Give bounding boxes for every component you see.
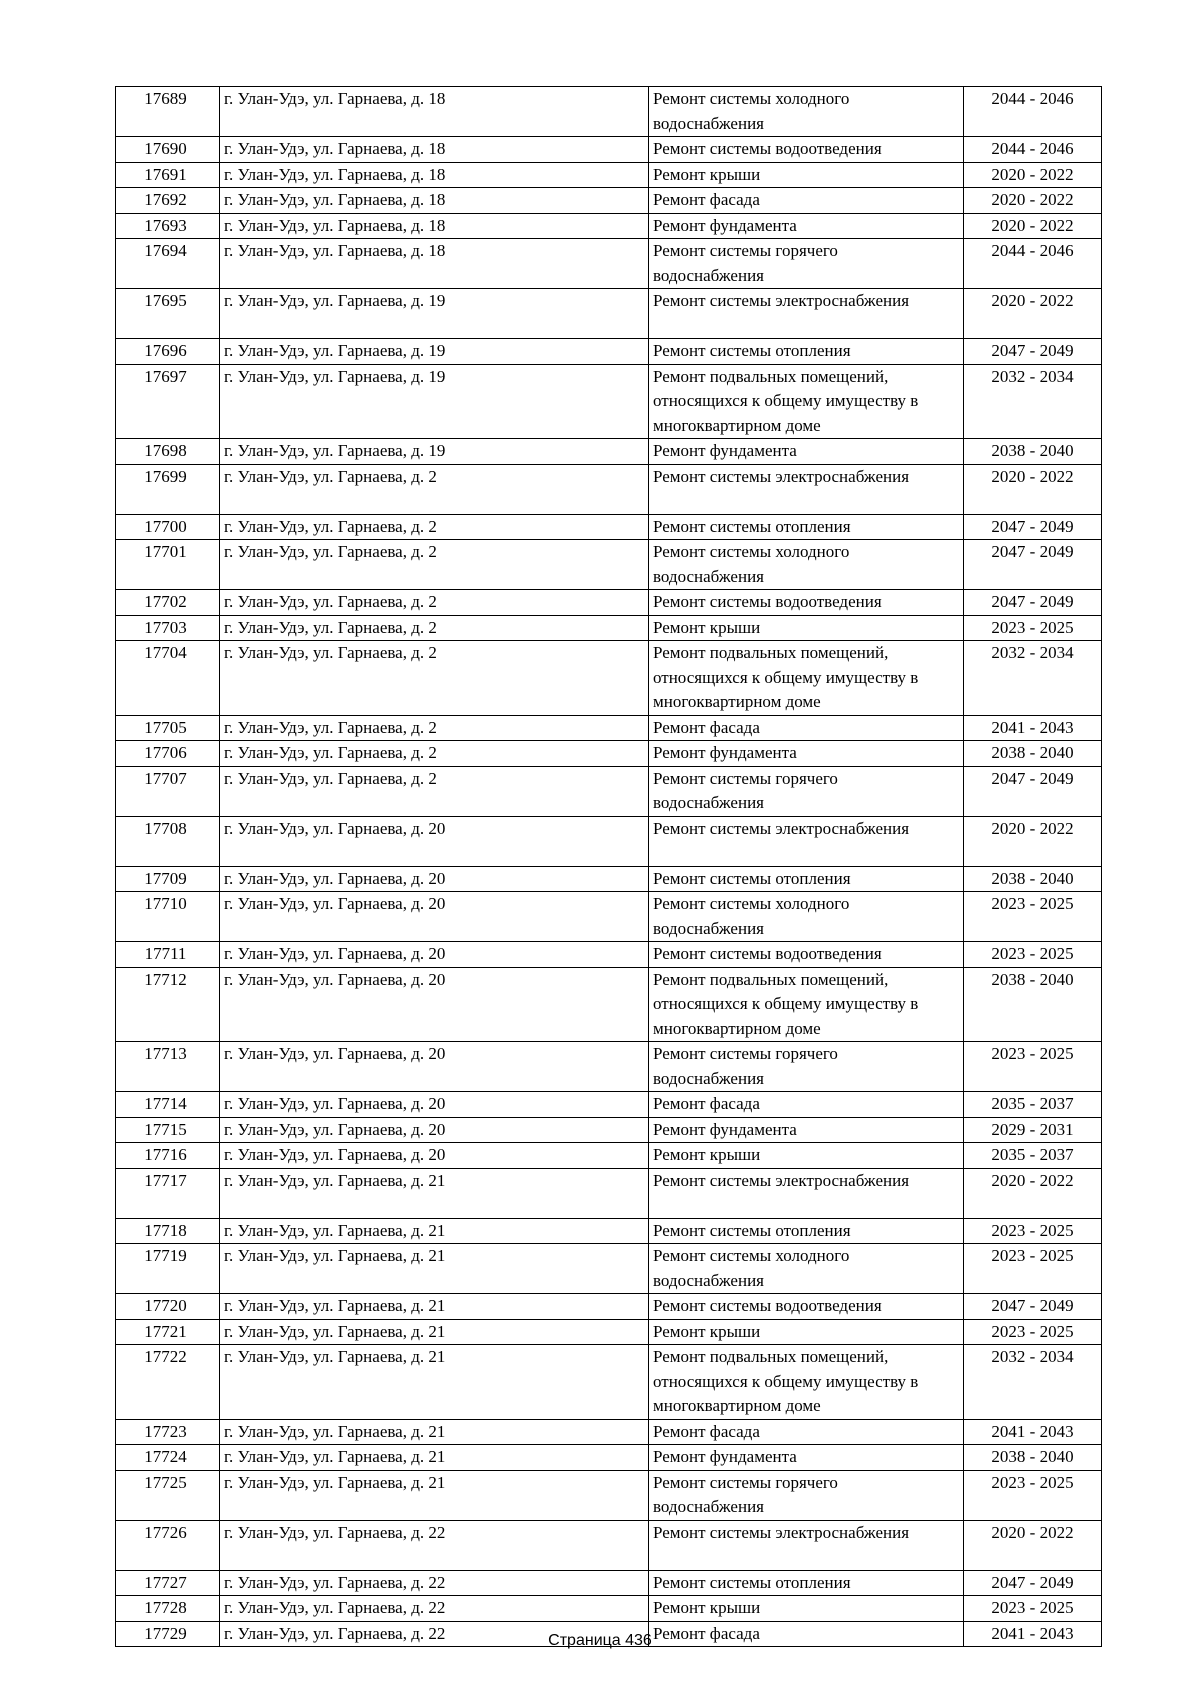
work-type-cell bbox=[649, 339, 964, 365]
address-cell: г. Улан-Удэ, ул. Гарнаева, д. 22 bbox=[220, 1596, 649, 1622]
period-cell: 2020 - 2022 bbox=[964, 1520, 1102, 1570]
period-cell: 2047 - 2049 bbox=[964, 540, 1102, 590]
address-cell: г. Улан-Удэ, ул. Гарнаева, д. 2 bbox=[220, 464, 649, 514]
address-cell: г. Улан-Удэ, ул. Гарнаева, д. 18 bbox=[220, 87, 649, 137]
period-cell: 2041 - 2043 bbox=[964, 1621, 1102, 1647]
period-cell: 2032 - 2034 bbox=[964, 364, 1102, 439]
address-cell: г. Улан-Удэ, ул. Гарнаева, д. 21 bbox=[220, 1319, 649, 1345]
work-type-line: относящихся к общему имуществу в bbox=[653, 1371, 919, 1391]
work-type-cell bbox=[649, 1596, 964, 1622]
work-type-line: Ремонт крыши bbox=[653, 1321, 761, 1341]
table-row bbox=[116, 1092, 1102, 1118]
table-row bbox=[116, 137, 1102, 163]
row-number-cell: 17702 bbox=[116, 590, 220, 616]
period-cell: 2023 - 2025 bbox=[964, 1470, 1102, 1520]
table-row bbox=[116, 641, 1102, 716]
row-number-cell: 17723 bbox=[116, 1419, 220, 1445]
table-row bbox=[116, 715, 1102, 741]
repair-schedule-table bbox=[115, 86, 1102, 1647]
work-type-line: Ремонт системы горячего bbox=[653, 1044, 838, 1063]
work-type-cell bbox=[649, 213, 964, 239]
address-cell: г. Улан-Удэ, ул. Гарнаева, д. 2 bbox=[220, 641, 649, 716]
work-type-line: Ремонт системы электроснабжения bbox=[653, 291, 910, 310]
row-number-cell: 17697 bbox=[116, 364, 220, 439]
table-row bbox=[116, 289, 1102, 339]
table-row bbox=[116, 816, 1102, 866]
period-cell: 2044 - 2046 bbox=[964, 239, 1102, 289]
work-type-line: Ремонт системы холодного bbox=[653, 89, 850, 108]
row-number-cell: 17693 bbox=[116, 213, 220, 239]
period-cell: 2023 - 2025 bbox=[964, 1596, 1102, 1622]
period-cell: 2023 - 2025 bbox=[964, 942, 1102, 968]
work-type-line bbox=[653, 1545, 959, 1570]
period-cell: 2047 - 2049 bbox=[964, 1570, 1102, 1596]
table-row bbox=[116, 213, 1102, 239]
work-type-cell bbox=[649, 162, 964, 188]
work-type-line: Ремонт фасада bbox=[653, 190, 760, 209]
period-cell: 2047 - 2049 bbox=[964, 590, 1102, 616]
address-cell: г. Улан-Удэ, ул. Гарнаева, д. 21 bbox=[220, 1244, 649, 1294]
work-type-cell bbox=[649, 1143, 964, 1169]
table-row bbox=[116, 1445, 1102, 1471]
row-number-cell: 17706 bbox=[116, 741, 220, 767]
work-type-line: Ремонт фундамента bbox=[653, 1447, 797, 1466]
work-type-cell bbox=[649, 1168, 964, 1218]
work-type-line: Ремонт системы отопления bbox=[653, 1220, 851, 1240]
period-cell: 2023 - 2025 bbox=[964, 615, 1102, 641]
period-cell: 2038 - 2040 bbox=[964, 439, 1102, 465]
period-cell: 2032 - 2034 bbox=[964, 1345, 1102, 1420]
work-type-line: Ремонт фундамента bbox=[653, 743, 797, 762]
row-number-cell: 17692 bbox=[116, 188, 220, 214]
work-type-line: многоквартирном доме bbox=[653, 1018, 821, 1038]
work-type-line: водоснабжения bbox=[653, 1497, 764, 1516]
period-cell: 2023 - 2025 bbox=[964, 1218, 1102, 1244]
row-number-cell: 17724 bbox=[116, 1445, 220, 1471]
table-row bbox=[116, 364, 1102, 439]
address-cell: г. Улан-Удэ, ул. Гарнаева, д. 19 bbox=[220, 439, 649, 465]
period-cell: 2038 - 2040 bbox=[964, 866, 1102, 892]
table-row bbox=[116, 766, 1102, 816]
row-number-cell: 17726 bbox=[116, 1520, 220, 1570]
address-cell: г. Улан-Удэ, ул. Гарнаева, д. 19 bbox=[220, 339, 649, 365]
period-cell: 2023 - 2025 bbox=[964, 892, 1102, 942]
period-cell: 2041 - 2043 bbox=[964, 715, 1102, 741]
address-cell: г. Улан-Удэ, ул. Гарнаева, д. 22 bbox=[220, 1520, 649, 1570]
period-cell: 2035 - 2037 bbox=[964, 1143, 1102, 1169]
address-cell: г. Улан-Удэ, ул. Гарнаева, д. 18 bbox=[220, 213, 649, 239]
row-number-cell: 17729 bbox=[116, 1621, 220, 1647]
work-type-line: водоснабжения bbox=[653, 1068, 764, 1088]
work-type-cell bbox=[649, 641, 964, 716]
address-cell: г. Улан-Удэ, ул. Гарнаева, д. 2 bbox=[220, 715, 649, 741]
row-number-cell: 17709 bbox=[116, 866, 220, 892]
work-type-cell bbox=[649, 1419, 964, 1445]
table-row bbox=[116, 87, 1102, 137]
address-cell: г. Улан-Удэ, ул. Гарнаева, д. 19 bbox=[220, 289, 649, 339]
work-type-line bbox=[653, 314, 959, 339]
work-type-cell bbox=[649, 439, 964, 465]
row-number-cell: 17721 bbox=[116, 1319, 220, 1345]
work-type-cell bbox=[649, 1520, 964, 1570]
work-type-line: Ремонт фундамента bbox=[653, 215, 797, 235]
period-cell: 2023 - 2025 bbox=[964, 1319, 1102, 1345]
work-type-cell bbox=[649, 590, 964, 616]
work-type-line: Ремонт системы холодного bbox=[653, 1246, 850, 1265]
work-type-cell bbox=[649, 816, 964, 866]
address-cell: г. Улан-Удэ, ул. Гарнаева, д. 18 bbox=[220, 188, 649, 214]
work-type-line: Ремонт крыши bbox=[653, 1145, 761, 1164]
work-type-cell bbox=[649, 188, 964, 214]
table-row bbox=[116, 162, 1102, 188]
work-type-line: водоснабжения bbox=[653, 113, 764, 133]
table-row bbox=[116, 1520, 1102, 1570]
table-row bbox=[116, 892, 1102, 942]
row-number-cell: 17716 bbox=[116, 1143, 220, 1169]
work-type-line: Ремонт системы горячего bbox=[653, 1472, 838, 1492]
address-cell: г. Улан-Удэ, ул. Гарнаева, д. 21 bbox=[220, 1168, 649, 1218]
work-type-cell bbox=[649, 289, 964, 339]
work-type-cell bbox=[649, 967, 964, 1042]
work-type-cell bbox=[649, 1445, 964, 1471]
work-type-line: Ремонт системы горячего bbox=[653, 768, 838, 788]
address-cell: г. Улан-Удэ, ул. Гарнаева, д. 20 bbox=[220, 816, 649, 866]
table-row bbox=[116, 1294, 1102, 1320]
row-number-cell: 17715 bbox=[116, 1117, 220, 1143]
row-number-cell: 17712 bbox=[116, 967, 220, 1042]
work-type-line: Ремонт системы холодного bbox=[653, 894, 850, 913]
period-cell: 2047 - 2049 bbox=[964, 339, 1102, 365]
work-type-cell bbox=[649, 615, 964, 641]
work-type-line: Ремонт крыши bbox=[653, 164, 761, 184]
address-cell: г. Улан-Удэ, ул. Гарнаева, д. 20 bbox=[220, 1117, 649, 1143]
work-type-cell bbox=[649, 1042, 964, 1092]
work-type-line: Ремонт системы горячего bbox=[653, 241, 838, 260]
address-cell: г. Улан-Удэ, ул. Гарнаева, д. 21 bbox=[220, 1445, 649, 1471]
address-cell: г. Улан-Удэ, ул. Гарнаева, д. 20 bbox=[220, 942, 649, 968]
table-row bbox=[116, 615, 1102, 641]
period-cell: 2047 - 2049 bbox=[964, 1294, 1102, 1320]
work-type-line: Ремонт крыши bbox=[653, 1598, 761, 1617]
work-type-line: многоквартирном доме bbox=[653, 692, 821, 711]
work-type-cell bbox=[649, 1218, 964, 1244]
row-number-cell: 17695 bbox=[116, 289, 220, 339]
address-cell: г. Улан-Удэ, ул. Гарнаева, д. 20 bbox=[220, 866, 649, 892]
address-cell: г. Улан-Удэ, ул. Гарнаева, д. 22 bbox=[220, 1570, 649, 1596]
work-type-cell bbox=[649, 1570, 964, 1596]
work-type-cell bbox=[649, 540, 964, 590]
address-cell: г. Улан-Удэ, ул. Гарнаева, д. 2 bbox=[220, 766, 649, 816]
row-number-cell: 17711 bbox=[116, 942, 220, 968]
work-type-cell bbox=[649, 1092, 964, 1118]
period-cell: 2047 - 2049 bbox=[964, 766, 1102, 816]
period-cell: 2023 - 2025 bbox=[964, 1042, 1102, 1092]
row-number-cell: 17694 bbox=[116, 239, 220, 289]
work-type-cell bbox=[649, 715, 964, 741]
table-row bbox=[116, 1345, 1102, 1420]
table-row bbox=[116, 1419, 1102, 1445]
period-cell: 2020 - 2022 bbox=[964, 289, 1102, 339]
row-number-cell: 17727 bbox=[116, 1570, 220, 1596]
work-type-line: Ремонт системы электроснабжения bbox=[653, 1522, 910, 1542]
work-type-cell bbox=[649, 1294, 964, 1320]
period-cell: 2038 - 2040 bbox=[964, 1445, 1102, 1471]
address-cell: г. Улан-Удэ, ул. Гарнаева, д. 2 bbox=[220, 615, 649, 641]
work-type-line bbox=[653, 1193, 959, 1218]
row-number-cell: 17690 bbox=[116, 137, 220, 163]
row-number-cell: 17689 bbox=[116, 87, 220, 137]
period-cell: 2020 - 2022 bbox=[964, 188, 1102, 214]
table-row bbox=[116, 1244, 1102, 1294]
address-cell: г. Улан-Удэ, ул. Гарнаева, д. 21 bbox=[220, 1294, 649, 1320]
period-cell: 2038 - 2040 bbox=[964, 741, 1102, 767]
period-cell: 2035 - 2037 bbox=[964, 1092, 1102, 1118]
page-number: Страница 436 bbox=[548, 1632, 652, 1649]
work-type-line: Ремонт системы водоотведения bbox=[653, 944, 882, 963]
work-type-cell bbox=[649, 1470, 964, 1520]
row-number-cell: 17714 bbox=[116, 1092, 220, 1118]
work-type-line bbox=[653, 841, 959, 866]
work-type-line: Ремонт подвальных помещений, bbox=[653, 643, 889, 662]
address-cell: г. Улан-Удэ, ул. Гарнаева, д. 21 bbox=[220, 1419, 649, 1445]
address-cell: г. Улан-Удэ, ул. Гарнаева, д. 22 bbox=[220, 1621, 649, 1647]
table-row bbox=[116, 1470, 1102, 1520]
address-cell: г. Улан-Удэ, ул. Гарнаева, д. 20 bbox=[220, 1042, 649, 1092]
table-row bbox=[116, 1042, 1102, 1092]
row-number-cell: 17718 bbox=[116, 1218, 220, 1244]
row-number-cell: 17705 bbox=[116, 715, 220, 741]
period-cell: 2041 - 2043 bbox=[964, 1419, 1102, 1445]
work-type-line: Ремонт крыши bbox=[653, 617, 761, 637]
work-type-line: многоквартирном доме bbox=[653, 415, 821, 435]
work-type-line: относящихся к общему имуществу в bbox=[653, 391, 919, 410]
address-cell: г. Улан-Удэ, ул. Гарнаева, д. 2 bbox=[220, 540, 649, 590]
address-cell: г. Улан-Удэ, ул. Гарнаева, д. 18 bbox=[220, 162, 649, 188]
period-cell: 2020 - 2022 bbox=[964, 162, 1102, 188]
work-type-line: Ремонт системы отопления bbox=[653, 516, 851, 536]
work-type-cell bbox=[649, 942, 964, 968]
work-type-cell bbox=[649, 464, 964, 514]
row-number-cell: 17701 bbox=[116, 540, 220, 590]
work-type-cell bbox=[649, 239, 964, 289]
table-body bbox=[116, 87, 1102, 1647]
row-number-cell: 17700 bbox=[116, 514, 220, 540]
work-type-cell bbox=[649, 866, 964, 892]
work-type-cell bbox=[649, 1319, 964, 1345]
period-cell: 2020 - 2022 bbox=[964, 464, 1102, 514]
row-number-cell: 17699 bbox=[116, 464, 220, 514]
row-number-cell: 17696 bbox=[116, 339, 220, 365]
row-number-cell: 17725 bbox=[116, 1470, 220, 1520]
work-type-line: Ремонт системы отопления bbox=[653, 341, 851, 360]
table-row bbox=[116, 239, 1102, 289]
table-row bbox=[116, 1117, 1102, 1143]
address-cell: г. Улан-Удэ, ул. Гарнаева, д. 2 bbox=[220, 590, 649, 616]
work-type-cell bbox=[649, 364, 964, 439]
address-cell: г. Улан-Удэ, ул. Гарнаева, д. 21 bbox=[220, 1470, 649, 1520]
work-type-line bbox=[653, 489, 959, 514]
table-row bbox=[116, 1319, 1102, 1345]
table-row bbox=[116, 942, 1102, 968]
table-row bbox=[116, 1570, 1102, 1596]
work-type-line: Ремонт системы отопления bbox=[653, 868, 851, 888]
work-type-cell bbox=[649, 87, 964, 137]
period-cell: 2020 - 2022 bbox=[964, 1168, 1102, 1218]
row-number-cell: 17722 bbox=[116, 1345, 220, 1420]
work-type-line: Ремонт фундамента bbox=[653, 441, 797, 460]
work-type-line: Ремонт подвальных помещений, bbox=[653, 969, 889, 989]
row-number-cell: 17708 bbox=[116, 816, 220, 866]
address-cell: г. Улан-Удэ, ул. Гарнаева, д. 20 bbox=[220, 1143, 649, 1169]
period-cell: 2047 - 2049 bbox=[964, 514, 1102, 540]
table-row bbox=[116, 514, 1102, 540]
table-row bbox=[116, 741, 1102, 767]
period-cell: 2044 - 2046 bbox=[964, 87, 1102, 137]
work-type-line: Ремонт системы водоотведения bbox=[653, 139, 882, 158]
period-cell: 2020 - 2022 bbox=[964, 213, 1102, 239]
table-row bbox=[116, 464, 1102, 514]
work-type-cell bbox=[649, 741, 964, 767]
work-type-cell bbox=[649, 1345, 964, 1420]
row-number-cell: 17719 bbox=[116, 1244, 220, 1294]
table-row bbox=[116, 439, 1102, 465]
table-row bbox=[116, 540, 1102, 590]
period-cell: 2032 - 2034 bbox=[964, 641, 1102, 716]
period-cell: 2020 - 2022 bbox=[964, 816, 1102, 866]
work-type-line: Ремонт фасада bbox=[653, 1623, 760, 1643]
work-type-line: водоснабжения bbox=[653, 265, 764, 285]
row-number-cell: 17704 bbox=[116, 641, 220, 716]
address-cell: г. Улан-Удэ, ул. Гарнаева, д. 2 bbox=[220, 514, 649, 540]
work-type-line: многоквартирном доме bbox=[653, 1396, 821, 1415]
address-cell: г. Улан-Удэ, ул. Гарнаева, д. 21 bbox=[220, 1345, 649, 1420]
work-type-line: водоснабжения bbox=[653, 793, 764, 812]
address-cell: г. Улан-Удэ, ул. Гарнаева, д. 20 bbox=[220, 1092, 649, 1118]
address-cell: г. Улан-Удэ, ул. Гарнаева, д. 2 bbox=[220, 741, 649, 767]
table-row bbox=[116, 1168, 1102, 1218]
table-row bbox=[116, 590, 1102, 616]
row-number-cell: 17728 bbox=[116, 1596, 220, 1622]
row-number-cell: 17707 bbox=[116, 766, 220, 816]
work-type-line: Ремонт системы водоотведения bbox=[653, 592, 882, 611]
work-type-line: Ремонт системы отопления bbox=[653, 1572, 851, 1592]
period-cell: 2023 - 2025 bbox=[964, 1244, 1102, 1294]
table-row bbox=[116, 1596, 1102, 1622]
address-cell: г. Улан-Удэ, ул. Гарнаева, д. 21 bbox=[220, 1218, 649, 1244]
work-type-line: Ремонт системы электроснабжения bbox=[653, 1170, 910, 1190]
row-number-cell: 17720 bbox=[116, 1294, 220, 1320]
address-cell: г. Улан-Удэ, ул. Гарнаева, д. 19 bbox=[220, 364, 649, 439]
period-cell: 2044 - 2046 bbox=[964, 137, 1102, 163]
table-row bbox=[116, 339, 1102, 365]
table-row bbox=[116, 188, 1102, 214]
row-number-cell: 17713 bbox=[116, 1042, 220, 1092]
row-number-cell: 17717 bbox=[116, 1168, 220, 1218]
work-type-line: Ремонт подвальных помещений, bbox=[653, 366, 889, 386]
address-cell: г. Улан-Удэ, ул. Гарнаева, д. 20 bbox=[220, 892, 649, 942]
table-row bbox=[116, 866, 1102, 892]
period-cell: 2029 - 2031 bbox=[964, 1117, 1102, 1143]
work-type-line: Ремонт фундамента bbox=[653, 1119, 797, 1139]
work-type-line: Ремонт подвальных помещений, bbox=[653, 1347, 889, 1366]
period-cell: 2038 - 2040 bbox=[964, 967, 1102, 1042]
table-row bbox=[116, 1218, 1102, 1244]
work-type-cell bbox=[649, 1117, 964, 1143]
work-type-line: относящихся к общему имуществу в bbox=[653, 667, 919, 687]
work-type-line: Ремонт системы электроснабжения bbox=[653, 466, 910, 486]
work-type-line: Ремонт фасада bbox=[653, 717, 760, 737]
work-type-line: Ремонт фасада bbox=[653, 1094, 760, 1113]
address-cell: г. Улан-Удэ, ул. Гарнаева, д. 18 bbox=[220, 137, 649, 163]
work-type-line: относящихся к общему имуществу в bbox=[653, 994, 919, 1013]
work-type-line: Ремонт системы холодного bbox=[653, 542, 850, 561]
address-cell: г. Улан-Удэ, ул. Гарнаева, д. 18 bbox=[220, 239, 649, 289]
work-type-line: водоснабжения bbox=[653, 566, 764, 586]
work-type-cell bbox=[649, 766, 964, 816]
work-type-cell bbox=[649, 1244, 964, 1294]
work-type-line: водоснабжения bbox=[653, 1270, 764, 1290]
row-number-cell: 17703 bbox=[116, 615, 220, 641]
table-row bbox=[116, 967, 1102, 1042]
work-type-cell bbox=[649, 137, 964, 163]
table-row bbox=[116, 1143, 1102, 1169]
work-type-line: Ремонт системы водоотведения bbox=[653, 1296, 882, 1315]
work-type-cell bbox=[649, 892, 964, 942]
row-number-cell: 17691 bbox=[116, 162, 220, 188]
row-number-cell: 17698 bbox=[116, 439, 220, 465]
address-cell: г. Улан-Удэ, ул. Гарнаева, д. 20 bbox=[220, 967, 649, 1042]
work-type-line: водоснабжения bbox=[653, 918, 764, 938]
work-type-line: Ремонт системы электроснабжения bbox=[653, 818, 910, 838]
row-number-cell: 17710 bbox=[116, 892, 220, 942]
work-type-cell bbox=[649, 514, 964, 540]
work-type-line: Ремонт фасада bbox=[653, 1421, 760, 1441]
